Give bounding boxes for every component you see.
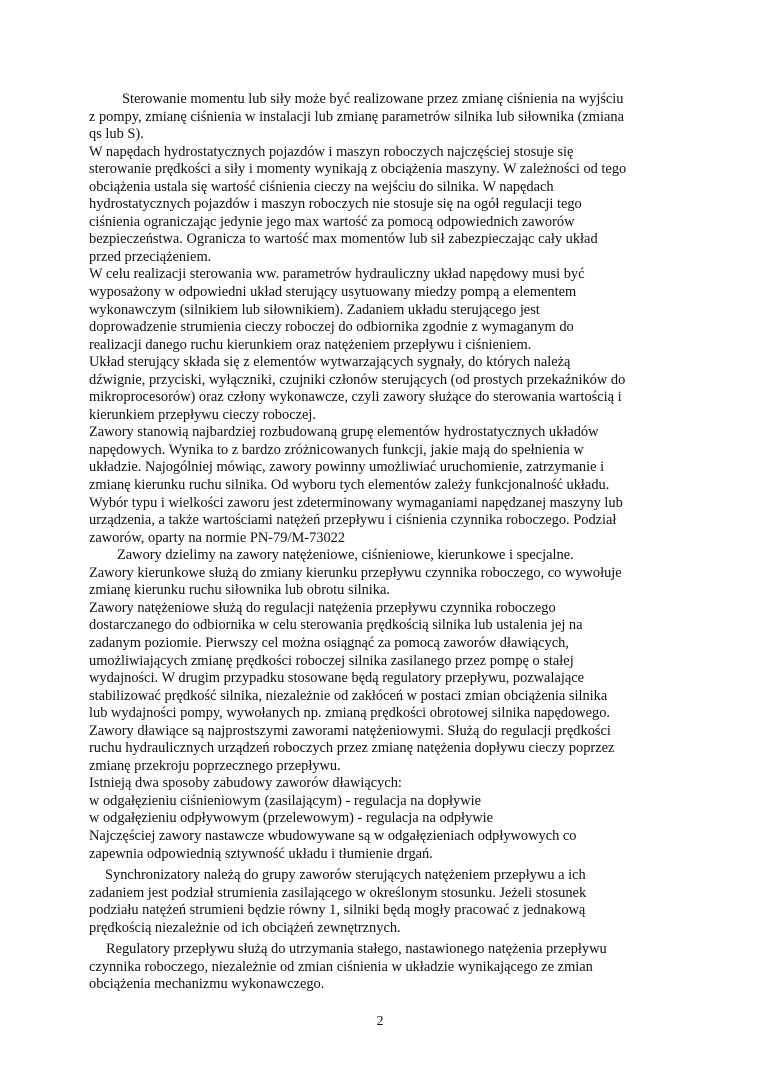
- text-line: qs lub S).: [89, 126, 144, 143]
- text-line: W celu realizacji sterowania ww. parametrów hydrauliczny układ napędowy musi być: [89, 266, 585, 283]
- text-line: kierunkiem przepływu cieczy roboczej.: [89, 406, 316, 423]
- text-line: zadaniem jest podział strumienia zasilającego w określonym stosunku. Jeżeli stosunek: [89, 884, 587, 901]
- text-line: bezpieczeństwa. Ogranicza to wartość max momentów lub sił zabezpieczając cały układ: [89, 231, 598, 248]
- text-line: przed przeciążeniem.: [89, 248, 212, 265]
- text-line: obciążenia mechanizmu wykonawczego.: [89, 976, 325, 993]
- paragraph-p7: [89, 565, 689, 600]
- text-line: Regulatory przepływu służą do utrzymania stałego, nastawionego natężenia przepływu: [106, 941, 607, 958]
- text-line: zmianę przekroju poprzecznego przepływu.: [89, 757, 341, 774]
- text-line: ciśnienia ograniczając jedynie jego max wartość za pomocą odpowiednich zaworów: [89, 213, 575, 230]
- text-line: Istnieją dwa sposoby zabudowy zaworów dławiących:: [89, 775, 402, 792]
- text-line: wyposażony w odpowiedni układ sterujący usytuowany miedzy pompą a elementem: [89, 284, 577, 301]
- text-line: hydrostatycznych pojazdów i maszyn roboczych nie stosuje się na ogół regulacji tego: [89, 196, 582, 213]
- text-line: obciążenia ustala się wartość ciśnienia cieczy na wejściu do silnika. W napędach: [89, 178, 554, 195]
- paragraph-p9: [89, 775, 689, 863]
- paragraph-p11: [89, 941, 689, 994]
- text-line: dostarczanego do odbiornika w celu sterowania prędkością silnika lub ustalenia jej na: [89, 617, 583, 634]
- page-number: 2: [376, 1014, 384, 1029]
- text-line: zapewnia odpowiednią sztywność układu i tłumienie drgań.: [89, 845, 433, 862]
- text-line: umożliwiających zmianę prędkości roboczej silnika zasilanego przez pompę o stałej: [89, 652, 574, 669]
- text-line: Zawory dławiące są najprostszymi zaworami natężeniowymi. Służą do regulacji prędkości: [89, 722, 611, 739]
- text-line: lub wydajności pompy, wywołanych np. zmianą prędkości obrotowej silnika napędowego.: [89, 705, 611, 722]
- text-line: Zawory stanowią najbardziej rozbudowaną grupę elementów hydrostatycznych układów: [89, 424, 599, 441]
- text-line: Sterowanie momentu lub siły może być realizowane przez zmianę ciśnienia na wyjściu: [122, 91, 624, 107]
- body-text: [89, 91, 689, 994]
- text-line: urządzenia, a także wartościami natężeń przepływu i ciśnienia czynnika roboczego. Podział: [89, 512, 617, 529]
- text-line: sterowanie prędkości a siły i momenty wynikają z obciążenia maszyny. W zależności od tego: [89, 161, 627, 178]
- text-line: stabilizować prędkość silnika, niezależnie od zakłóceń w postaci zmian obciążenia silnika: [89, 687, 608, 704]
- text-line: zmianę kierunku ruchu siłownika lub obrotu silnika.: [89, 582, 390, 599]
- paragraph-p10: [89, 867, 689, 937]
- paragraph-p8: [89, 600, 689, 775]
- text-line: mikroprocesorów) oraz człony wykonawcze, czyli zawory służące do sterowania wartością i: [89, 389, 622, 406]
- text-line: Najczęściej zawory nastawcze wbudowywane są w odgałęzieniach odpływowych co: [89, 827, 577, 844]
- text-line: zmianę kierunku ruchu silnika. Od wyboru tych elementów zależy funkcjonalność układu.: [89, 477, 610, 494]
- text-line: ruchu hydraulicznych urządzeń roboczych przez zmianę natężenia dopływu cieczy poprzez: [89, 740, 615, 757]
- paragraph-p2: [89, 144, 689, 267]
- text-line: czynnika roboczego, niezależnie od zmian ciśnienia w układzie wynikającego ze zmian: [89, 958, 593, 975]
- text-line: zadanym poziomie. Pierwszy cel można osiągnąć za pomocą zaworów dławiących,: [89, 634, 569, 651]
- text-line: dźwignie, przyciski, wyłączniki, czujniki członów sterujących (od prostych przekaźników do: [89, 371, 626, 388]
- text-line: doprowadzenie strumienia cieczy roboczej do odbiornika zgodnie z wymaganym do: [89, 319, 574, 336]
- text-line: W napędach hydrostatycznych pojazdów i maszyn roboczych najczęściej stosuje się: [89, 143, 574, 160]
- text-line: podziału natężeń strumieni będzie równy 1, silniki będą mogły pracować z jednakową: [89, 902, 586, 919]
- paragraph-p6: [89, 547, 689, 565]
- text-line: Wybór typu i wielkości zaworu jest zdeterminowany wymaganiami napędzanej maszyny lub: [89, 494, 623, 511]
- paragraph-p5: [89, 424, 689, 547]
- text-line: Układ sterujący składa się z elementów wytwarzających sygnały, do których należą: [89, 354, 571, 371]
- text-line: prędkością niezależnie od ich obciążeń zewnętrznych.: [89, 919, 401, 936]
- text-line: Zawory kierunkowe służą do zmiany kierunku przepływu czynnika roboczego, co wywołuje: [89, 564, 622, 581]
- text-line: realizacji danego ruchu kierunkiem oraz natężeniem przepływu i ciśnieniem.: [89, 336, 532, 353]
- text-line: w odgałęzieniu ciśnieniowym (zasilającym) - regulacja na dopływie: [89, 792, 481, 809]
- text-line: napędowych. Wynika to z bardzo zróżnicowanych funkcji, jakie mają do spełnienia w: [89, 441, 584, 458]
- text-line: w odgałęzieniu odpływowym (przelewowym) - regulacja na odpływie: [89, 810, 494, 827]
- text-line: układzie. Najogólniej mówiąc, zawory powinny umożliwiać uruchomienie, zatrzymanie i: [89, 459, 605, 476]
- paragraph-p1: [89, 91, 689, 144]
- text-line: wydajności. W drugim przypadku stosowane będą regulatory przepływu, pozwalające: [89, 670, 584, 687]
- text-line: Zawory natężeniowe służą do regulacji natężenia przepływu czynnika roboczego: [89, 599, 556, 616]
- text-line: z pompy, zmianę ciśnienia w instalacji lub zmianę parametrów silnika lub siłownika (zmiana: [89, 108, 624, 125]
- text-line: wykonawczym (silnikiem lub siłownikiem). Zadaniem układu sterującego jest: [89, 301, 540, 318]
- paragraph-p4: [89, 354, 689, 424]
- paragraph-p3: [89, 266, 689, 354]
- text-line: Synchronizatory należą do grupy zaworów sterujących natężeniem przepływu a ich: [105, 867, 586, 884]
- text-line: Zawory dzielimy na zawory natężeniowe, ciśnieniowe, kierunkowe i specjalne.: [117, 547, 574, 564]
- text-line: zaworów, oparty na normie PN-79/M-73022: [89, 529, 346, 546]
